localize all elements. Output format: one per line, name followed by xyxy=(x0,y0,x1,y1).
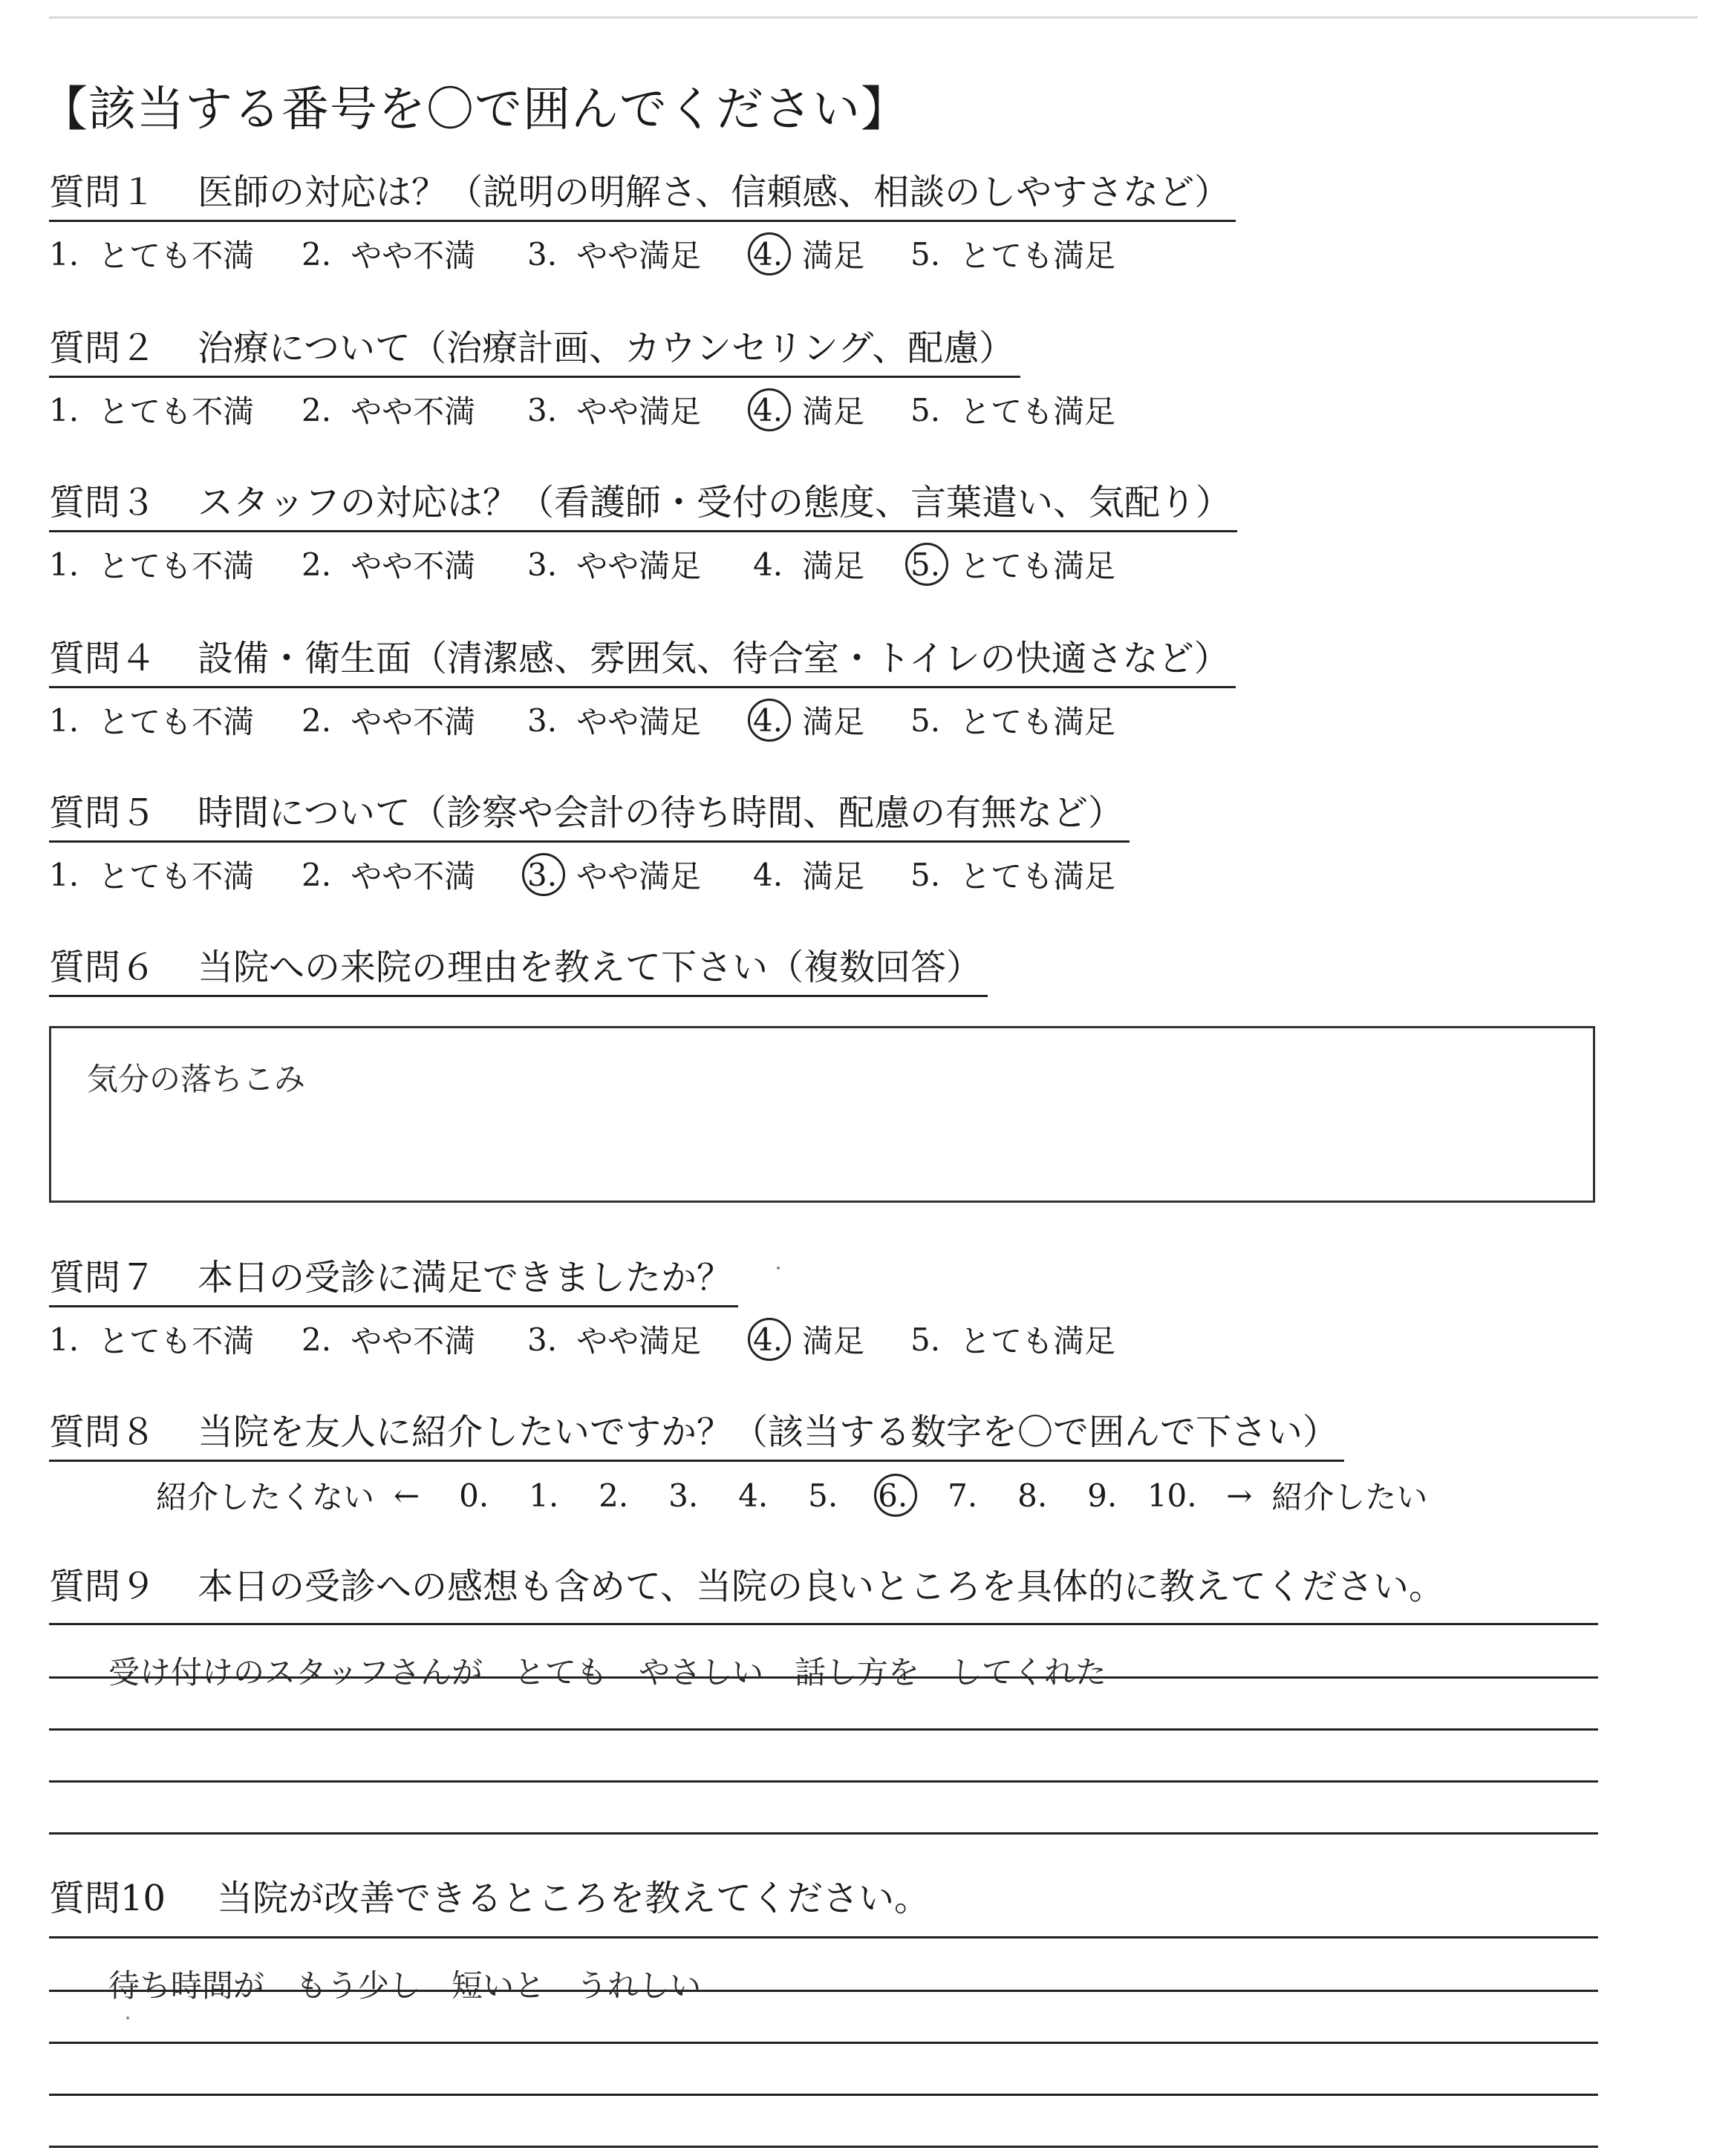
rating-option[interactable] xyxy=(302,852,527,897)
option-number: 5. xyxy=(910,391,941,428)
question-heading xyxy=(49,790,1130,843)
option-number: 1. xyxy=(49,546,79,583)
option-number: 3. xyxy=(527,235,558,272)
option-label: やや不満 xyxy=(351,704,476,740)
rating-scale xyxy=(49,697,1236,743)
question-heading xyxy=(49,1875,936,1926)
question-text: 時間について（診察や会計の待ち時間、配慮の有無など） xyxy=(198,792,1124,834)
rating-scale xyxy=(49,231,1236,277)
rating-option[interactable] xyxy=(49,232,302,276)
question-2 xyxy=(49,325,1115,433)
question-text: スタッフの対応は？（看護師・受付の態度、言葉遣い、気配り） xyxy=(198,482,1232,523)
rating-option[interactable] xyxy=(49,542,302,587)
rating-option[interactable] xyxy=(302,232,527,276)
option-number: 4. xyxy=(753,391,783,428)
answer-line xyxy=(49,2146,1598,2148)
option-number: 5. xyxy=(910,702,941,739)
option-number: 2. xyxy=(302,702,332,739)
option-label: やや不満 xyxy=(351,858,476,895)
rating-scale xyxy=(49,852,1130,898)
option-label: 満足 xyxy=(802,704,865,740)
option-label: とても満足 xyxy=(959,1323,1116,1359)
question-number: 質問５ xyxy=(49,792,157,834)
option-number: 2. xyxy=(302,391,332,428)
nps-option[interactable]: 7. xyxy=(948,1477,978,1514)
option-number: 2. xyxy=(302,235,332,272)
nps-option[interactable]: 3. xyxy=(668,1477,699,1514)
scan-speck xyxy=(126,2016,129,2019)
rating-option[interactable] xyxy=(527,388,753,432)
answer-line xyxy=(49,1623,1598,1625)
option-label: やや不満 xyxy=(351,393,476,430)
question-number: 質問８ xyxy=(49,1411,157,1453)
question-number: 質問９ xyxy=(49,1566,157,1607)
rating-scale xyxy=(49,387,1115,433)
rating-option[interactable] xyxy=(527,1317,753,1362)
left-arrow-icon: ← xyxy=(394,1477,420,1514)
option-number: 4. xyxy=(753,546,783,583)
option-label: 満足 xyxy=(802,858,865,895)
nps-option[interactable]: 0. xyxy=(459,1477,489,1514)
nps-numbers xyxy=(439,1477,1207,1514)
option-number: 3. xyxy=(527,391,558,428)
nps-option[interactable]: 8. xyxy=(1017,1477,1048,1514)
question-text: 治療について（治療計画、カウンセリング、配慮） xyxy=(198,327,1015,369)
question-3 xyxy=(49,480,1237,587)
option-label: とても不満 xyxy=(98,548,255,584)
rating-option[interactable] xyxy=(910,852,1115,897)
question-9 xyxy=(49,1564,1450,1614)
answer-line xyxy=(49,2042,1598,2044)
rating-scale xyxy=(49,541,1237,587)
option-label: 満足 xyxy=(802,238,865,274)
option-label: やや不満 xyxy=(351,548,476,584)
answer-line xyxy=(49,1936,1598,1938)
recommend-scale xyxy=(156,1472,1427,1518)
nps-option[interactable]: 6. xyxy=(858,1477,928,1514)
nps-option[interactable]: 1. xyxy=(529,1477,559,1514)
nps-option[interactable]: 10. xyxy=(1147,1477,1197,1514)
rating-option[interactable] xyxy=(753,1317,910,1362)
option-label: とても満足 xyxy=(959,548,1116,584)
rating-option[interactable] xyxy=(910,542,1115,587)
question-4 xyxy=(49,636,1236,743)
option-number: 2. xyxy=(302,546,332,583)
rating-option[interactable] xyxy=(527,852,753,897)
question-heading xyxy=(49,944,988,997)
rating-option[interactable] xyxy=(49,852,302,897)
rating-scale xyxy=(49,1316,1115,1362)
option-label: 満足 xyxy=(802,548,865,584)
rating-option[interactable] xyxy=(910,698,1115,742)
option-number: 4. xyxy=(753,702,783,739)
option-label: とても満足 xyxy=(959,393,1116,430)
rating-option[interactable] xyxy=(753,852,910,897)
nps-option[interactable]: 5. xyxy=(808,1477,838,1514)
option-label: とても満足 xyxy=(959,238,1116,274)
option-label: 満足 xyxy=(802,393,865,430)
option-label: やや満足 xyxy=(576,548,702,584)
rating-option[interactable] xyxy=(302,1317,527,1362)
rating-option[interactable] xyxy=(910,232,1115,276)
rating-option[interactable] xyxy=(910,1317,1115,1362)
question-6 xyxy=(49,944,988,997)
option-number: 5. xyxy=(910,235,941,272)
rating-option[interactable] xyxy=(49,1317,302,1362)
question-text: 当院が改善できるところを教えてください。 xyxy=(217,1878,931,1919)
option-label: やや満足 xyxy=(576,858,702,895)
rating-option[interactable] xyxy=(753,698,910,742)
question-number: 質問６ xyxy=(49,947,157,988)
option-label: やや満足 xyxy=(576,1323,702,1359)
question-7 xyxy=(49,1255,1115,1362)
option-label: とても不満 xyxy=(98,858,255,895)
option-number: 1. xyxy=(49,1321,79,1358)
handwritten-answer: 気分の落ちこみ xyxy=(87,1061,306,1097)
question-heading xyxy=(49,480,1237,532)
option-number: 4. xyxy=(753,1321,783,1358)
option-label: とても不満 xyxy=(98,704,255,740)
question-heading xyxy=(49,1564,1450,1614)
option-label: やや不満 xyxy=(351,1323,476,1359)
option-label: とても不満 xyxy=(98,393,255,430)
right-arrow-icon: → xyxy=(1226,1477,1253,1514)
question-text: 医師の対応は？（説明の明解さ、信頼感、相談のしやすさなど） xyxy=(198,172,1231,213)
top-rule xyxy=(49,16,1698,19)
option-number: 1. xyxy=(49,856,79,893)
question-text: 当院への来院の理由を教えて下さい（複数回答） xyxy=(198,947,982,988)
handwritten-answer: 待ち時間が もう少し 短いと うれしい xyxy=(108,1967,702,2004)
option-label: とても満足 xyxy=(959,704,1116,740)
option-label: やや満足 xyxy=(576,704,702,740)
question-1 xyxy=(49,169,1236,277)
question-5 xyxy=(49,790,1130,898)
rating-option[interactable] xyxy=(49,388,302,432)
option-number: 3. xyxy=(527,1321,558,1358)
nps-option[interactable]: 4. xyxy=(738,1477,769,1514)
answer-line xyxy=(49,2094,1598,2096)
rating-option[interactable] xyxy=(302,542,527,587)
option-number: 4. xyxy=(753,856,783,893)
option-number: 5. xyxy=(910,1321,941,1358)
rating-option[interactable] xyxy=(49,698,302,742)
reason-answer-box[interactable] xyxy=(49,1026,1595,1203)
option-number: 5. xyxy=(910,856,941,893)
handwritten-answer: 受け付けのスタッフさんが とても やさしい 話し方を してくれた xyxy=(108,1654,1107,1690)
question-text: 当院を友人に紹介したいですか？（該当する数字を〇で囲んで下さい） xyxy=(198,1411,1339,1453)
option-number: 5. xyxy=(910,546,941,583)
question-heading xyxy=(49,636,1236,688)
rating-option[interactable] xyxy=(527,542,753,587)
option-number: 3. xyxy=(527,856,558,893)
option-number: 3. xyxy=(527,546,558,583)
question-10 xyxy=(49,1875,936,1926)
option-label: 満足 xyxy=(802,1323,865,1359)
question-heading xyxy=(49,325,1020,378)
answer-line xyxy=(49,1676,1598,1679)
rating-option[interactable] xyxy=(527,698,753,742)
option-number: 2. xyxy=(302,1321,332,1358)
nps-left-label: 紹介したくない xyxy=(156,1479,375,1515)
rating-option[interactable] xyxy=(753,542,910,587)
question-heading xyxy=(49,1409,1344,1462)
answer-line xyxy=(49,1832,1598,1835)
question-heading xyxy=(49,169,1236,222)
question-number: 質問２ xyxy=(49,327,157,369)
nps-option[interactable]: 9. xyxy=(1087,1477,1118,1514)
rating-option[interactable] xyxy=(302,388,527,432)
option-label: やや満足 xyxy=(576,238,702,274)
option-label: やや満足 xyxy=(576,393,702,430)
rating-option[interactable] xyxy=(753,388,910,432)
rating-option[interactable] xyxy=(753,232,910,276)
page-title: 【該当する番号を〇で囲んでください】 xyxy=(40,82,909,137)
option-number: 1. xyxy=(49,702,79,739)
question-8 xyxy=(49,1409,1427,1518)
option-label: とても不満 xyxy=(98,1323,255,1359)
question-text: 設備・衛生面（清潔感、雰囲気、待合室・トイレの快適さなど） xyxy=(198,638,1230,679)
rating-option[interactable] xyxy=(302,698,527,742)
question-number: 質問３ xyxy=(49,482,157,523)
option-number: 4. xyxy=(753,235,783,272)
question-text: 本日の受診に満足できましたか？ xyxy=(198,1257,733,1298)
question-number: 質問１ xyxy=(49,172,157,213)
question-number: 質問10 xyxy=(49,1878,166,1919)
question-heading xyxy=(49,1255,738,1307)
scan-speck xyxy=(777,1267,780,1270)
question-number: 質問７ xyxy=(49,1257,157,1298)
rating-option[interactable] xyxy=(910,388,1115,432)
option-number: 3. xyxy=(527,702,558,739)
option-number: 1. xyxy=(49,235,79,272)
nps-option[interactable]: 2. xyxy=(599,1477,629,1514)
option-label: とても不満 xyxy=(98,238,255,274)
answer-line xyxy=(49,1990,1598,1992)
option-number: 2. xyxy=(302,856,332,893)
question-number: 質問４ xyxy=(49,638,157,679)
nps-right-label: 紹介したい xyxy=(1271,1479,1428,1515)
option-number: 1. xyxy=(49,391,79,428)
option-label: とても満足 xyxy=(959,858,1116,895)
answer-line xyxy=(49,1728,1598,1731)
option-label: やや不満 xyxy=(351,238,476,274)
rating-option[interactable] xyxy=(527,232,753,276)
question-text: 本日の受診への感想も含めて、当院の良いところを具体的に教えてください。 xyxy=(198,1566,1445,1607)
answer-line xyxy=(49,1780,1598,1783)
